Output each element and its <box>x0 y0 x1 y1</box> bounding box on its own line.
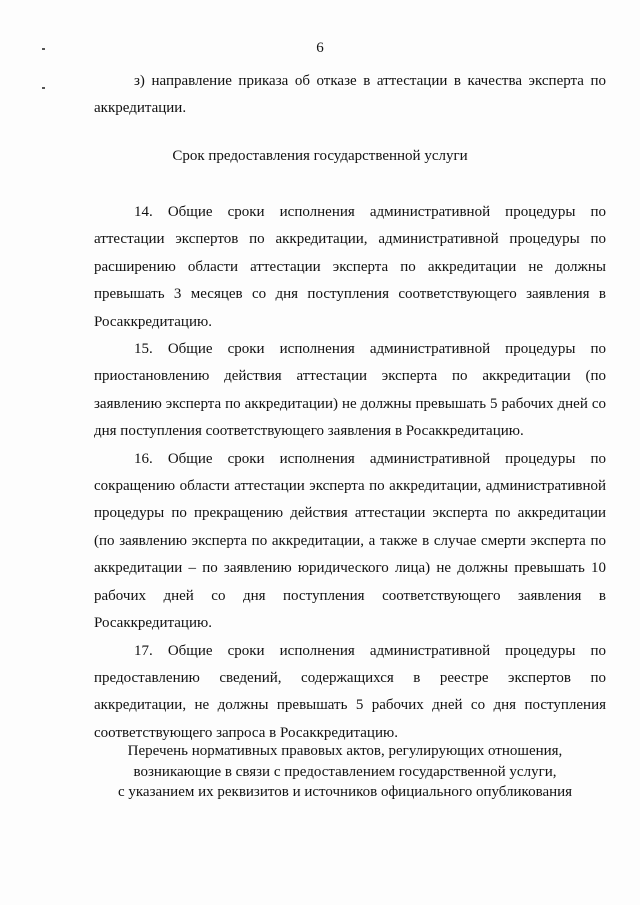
normative-acts-title <box>100 741 590 803</box>
section-title: Срок предоставления государственной услуги <box>172 148 468 164</box>
intro-block <box>94 68 606 123</box>
title-line: Перечень нормативных правовых актов, регулирующих отношения, <box>127 743 563 759</box>
paragraph-15: 15. Общие сроки исполнения административной процедуры по приостановлению действия аттестации эксперта по аккредитации (по заявлению эксперта по аккредитации) не должны превышать 5 рабочих дней со дня поступления соответствующего заявления в Росаккредитацию. <box>94 341 606 440</box>
title-line: с указанием их реквизитов и источников официального опубликования <box>117 784 573 800</box>
page-number: 6 <box>316 40 324 56</box>
paragraph-14: 14. Общие сроки исполнения административной процедуры по аттестации экспертов по аккредитации, административной процедуры по расширению области аттестации эксперта по аккредитации не должны превышать 3 месяцев со дня поступления соответствующего заявления в Росаккредитацию. <box>94 204 606 330</box>
paragraph-17: 17. Общие сроки исполнения административной процедуры по предоставлению сведений, содержащихся в реестре экспертов по аккредитации, не должны превышать 5 рабочих дней со дня поступления соответствующего запроса в Росаккредитацию. <box>94 642 606 741</box>
body-block <box>94 199 606 747</box>
title-line: возникающие в связи с предоставлением государственной услуги, <box>133 763 557 780</box>
scan-mark <box>42 87 45 89</box>
paragraph-16: 16. Общие сроки исполнения административной процедуры по сокращению области аттестации эксперта по аккредитации, административной процедуры по прекращению действия аттестации эксперта по аккредитации (по заявлению эксперта по аккредитации, а также в случае смерти эксперта по аккредитации – по заявлению юридического лица) не должны превышать 10 рабочих дней со дня поступления соответствующего заявления в Росаккредитацию. <box>94 450 606 632</box>
intro-paragraph: з) направление приказа об отказе в аттестации в качества эксперта по аккредитации. <box>94 73 606 117</box>
